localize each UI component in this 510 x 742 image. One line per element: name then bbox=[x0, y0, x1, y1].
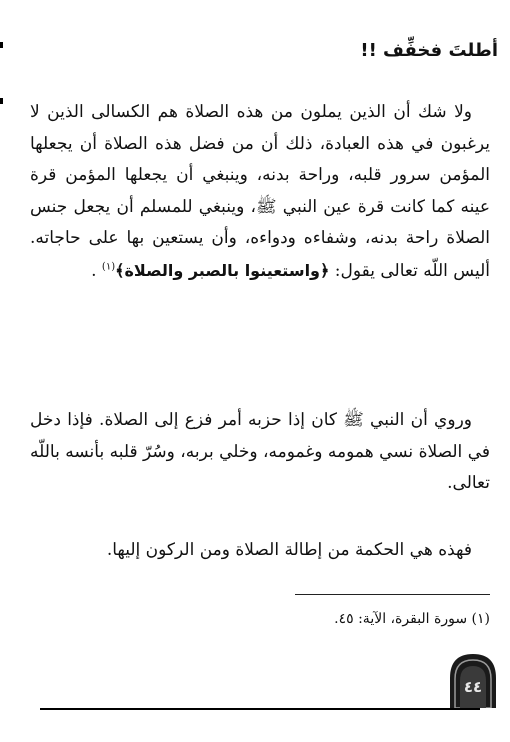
paragraph-2-text: وروي أن النبي ﷺ كان إذا حزبه أمر فزع إلى الصلاة. فإذا دخل في الصلاة نسي همومه وغمومه، وخلي بربه، وسُرّ قلبه بأنسه باللّه تعالى. bbox=[30, 410, 490, 493]
paragraph-3-text: فهذه هي الحكمة من إطالة الصلاة ومن الركون إليها. bbox=[106, 540, 472, 560]
paragraph-2 bbox=[30, 405, 490, 500]
section-heading: أطلتَ فخفِّف !! bbox=[360, 40, 498, 61]
paragraph-3 bbox=[30, 535, 490, 567]
page-number-badge bbox=[448, 652, 498, 708]
footnote: (١) سورة البقرة، الآية: ٤٥. bbox=[334, 611, 490, 627]
margin-mark-top bbox=[0, 42, 3, 48]
bottom-rule bbox=[40, 708, 480, 710]
page-number: ٤٤ bbox=[463, 678, 483, 696]
footnote-reference: (١) bbox=[101, 260, 116, 272]
paragraph-1 bbox=[30, 97, 490, 287]
margin-mark-middle bbox=[0, 98, 3, 104]
paragraph-1-end: . bbox=[91, 260, 97, 281]
quran-quote: ﴿واستعينوا بالصبر والصلاة﴾ bbox=[115, 260, 330, 280]
footnote-separator bbox=[295, 594, 490, 595]
paragraph-1-text: ولا شك أن الذين يملون من هذه الصلاة هم الكسالى الذين لا يرغبون في هذه العبادة، ذلك أن من فضل هذه الصلاة أن يجعلها المؤمن سرور قلبه، وراحة بدنه، وينبغي أن يجعلها المؤمن قرة عينه كما كانت قرة عين النبي ﷺ، وينبغي للمسلم أن يجعل جنس الصلاة راحة بدنه، وشفاءه ودواءه، وأن يستعين بها على حاجاته. أليس اللّه تعالى يقول: bbox=[30, 102, 490, 281]
